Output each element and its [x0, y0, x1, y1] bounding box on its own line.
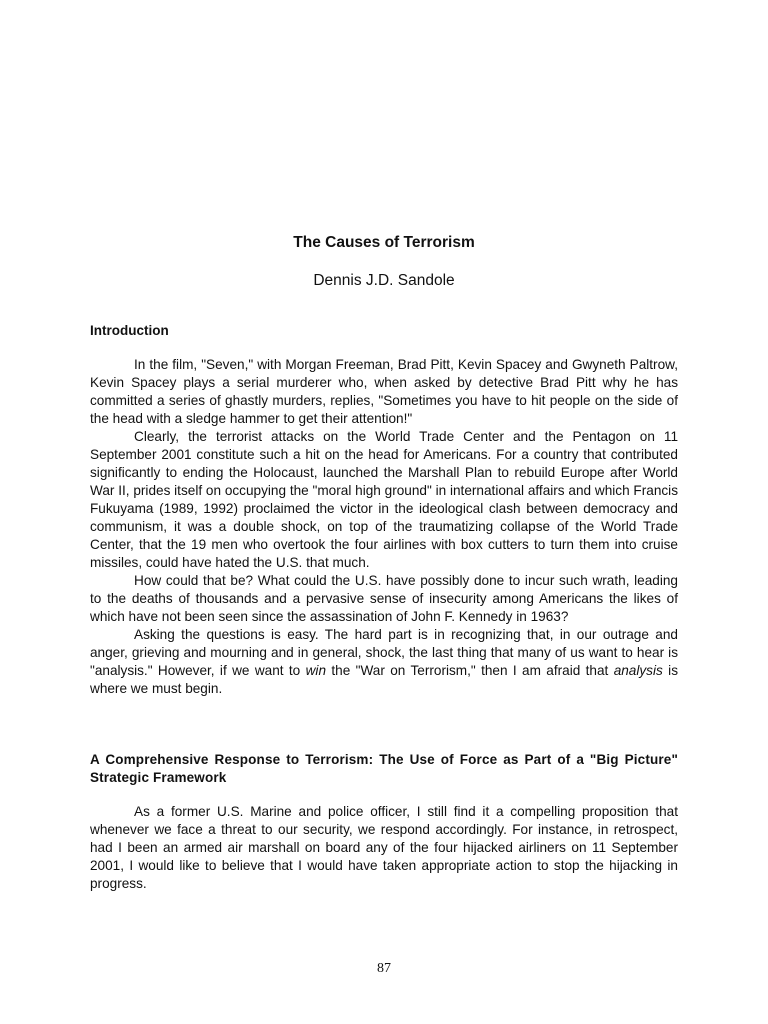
page-number: 87: [377, 961, 391, 976]
section-heading-comprehensive-response: A Comprehensive Response to Terrorism: The Use of Force as Part of a "Big Picture" Strategic Framework: [90, 752, 678, 785]
paper-author: Dennis J.D. Sandole: [313, 272, 455, 289]
emphasis-text: win: [305, 663, 327, 678]
paragraph-text: is where we must begin.: [90, 663, 678, 696]
paragraph: Clearly, the terrorist attacks on the World Trade Center and the Pentagon on 11 September 2001 constitute such a hit on the head for Americans. For a country that contributed significantly to ending the Holocaust, launched the Marshall Plan to rebuild Europe after World War II, prides itself on occupying the "moral high ground" in international affairs and which Francis Fukuyama (1989, 1992) proclaimed the victor in the ideological clash between democracy and communism, it was a double shock, on top of the traumatizing collapse of the World Trade Center, that the 19 men who overtook the four airlines with box cutters to turn them into cruise missiles, could have hated the U.S. that much.: [90, 429, 678, 570]
introduction-body: [90, 356, 678, 698]
paper-title: The Causes of Terrorism: [293, 234, 475, 251]
paragraph: How could that be? What could the U.S. have possibly done to incur such wrath, leading to the deaths of thousands and a pervasive sense of insecurity among Americans the likes of which have not been seen since the assassination of John F. Kennedy in 1963?: [90, 573, 678, 624]
paragraph-text: the "War on Terrorism," then I am afraid that: [326, 663, 614, 678]
section-heading-introduction: Introduction: [90, 323, 169, 338]
emphasis-text: analysis: [613, 663, 663, 678]
paragraph: As a former U.S. Marine and police officer, I still find it a compelling proposition that whenever we face a threat to our security, we respond accordingly. For instance, in retrospect, had I been an armed air marshall on board any of the four hijacked airliners on 11 September 2001, I would like to believe that I would have taken appropriate action to stop the hijacking in progress.: [90, 804, 678, 891]
paragraph: In the film, "Seven," with Morgan Freeman, Brad Pitt, Kevin Spacey and Gwyneth Paltrow, Kevin Spacey plays a serial murderer who, when asked by detective Brad Pitt why he has committed a series of ghastly murders, replies, "Sometimes you have to hit people on the side of the head with a sledge hammer to get their attention!": [90, 357, 678, 426]
paragraph-text: Asking the questions is easy. The hard part is in recognizing that, in our outrage and anger, grieving and mourning and in general, shock, the last thing that many of us want to hear is "analysis." However, if we want to: [90, 627, 678, 678]
paragraph: [90, 626, 678, 698]
comprehensive-response-body: [90, 803, 678, 893]
